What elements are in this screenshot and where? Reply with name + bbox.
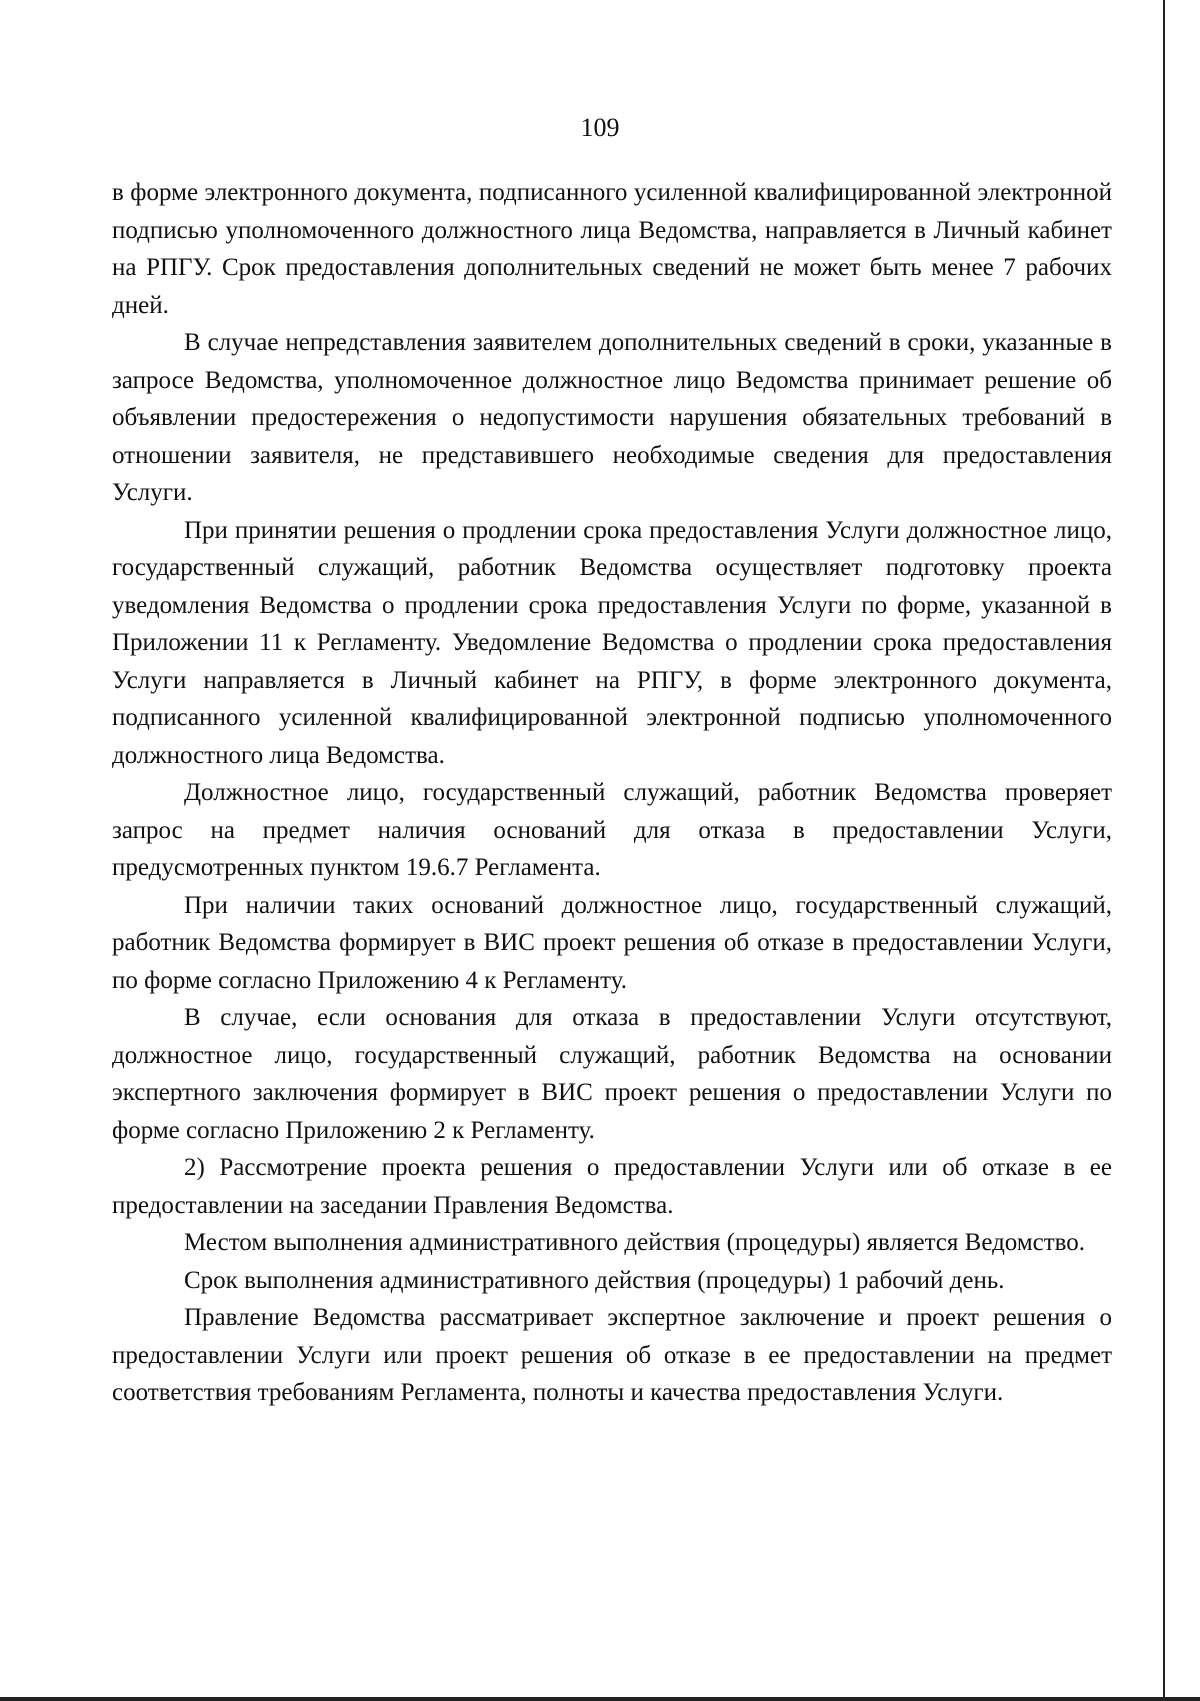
document-body xyxy=(112,174,1112,1412)
paragraph-board-review: Правление Ведомства рассматривает экспертное заключение и проект решения о предоставлении Услуги или проект решения об отказе в ее предоставлении на предмет соответствия требованиям Регламента, полноты и качества предоставления Услуги. xyxy=(112,1304,1112,1406)
paragraph-refusal-grounds: При наличии таких оснований должностное лицо, государственный служащий, работник Ведомства формирует в ВИС проект решения об отказе в предоставлении Услуги, по форме согласно Приложению 4 к Регламенту. xyxy=(112,891,1112,994)
paragraph-continuation: в форме электронного документа, подписанного усиленной квалифицированной электронной подписью уполномоченного должностного лица Ведомства, направляется в Личный кабинет на РПГУ. Срок предоставления дополнительных сведений не может быть менее 7 рабочих дней. xyxy=(112,179,1112,319)
paragraph-check-request: Должностное лицо, государственный служащий, работник Ведомства проверяет запрос на предмет наличия оснований для отказа в предоставлении Услуги, предусмотренных пунктом 19.6.7 Регламента. xyxy=(112,779,1112,881)
page-bottom-edge xyxy=(0,1697,1200,1701)
paragraph-place: Местом выполнения административного действия (процедуры) является Ведомство. xyxy=(184,1229,1086,1256)
page-number: 109 xyxy=(580,113,620,142)
page-edge-line xyxy=(1163,0,1165,1701)
paragraph-term: Срок выполнения административного действия (процедуры) 1 рабочий день. xyxy=(184,1266,1005,1294)
paragraph-step-2: 2) Рассмотрение проекта решения о предоставлении Услуги или об отказе в ее предоставлении на заседании Правления Ведомства. xyxy=(112,1154,1112,1219)
paragraph-extension: При принятии решения о продлении срока предоставления Услуги должностное лицо, государственный служащий, работник Ведомства осуществляет подготовку проекта уведомления Ведомства о продлении срока предоставления Услуги по форме, указанной в Приложении 11 к Регламенту. Уведомление Ведомства о продлении срока предоставления Услуги направляется в Личный кабинет на РПГУ, в форме электронного документа, подписанного усиленной квалифицированной электронной подписью уполномоченного должностного лица Ведомства. xyxy=(112,516,1112,769)
paragraph-no-grounds: В случае, если основания для отказа в предоставлении Услуги отсутствуют, должностное лицо, государственный служащий, работник Ведомства на основании экспертного заключения формирует в ВИС проект решения о предоставлении Услуги по форме согласно Приложению 2 к Регламенту. xyxy=(112,1004,1112,1144)
paragraph-nonsubmission: В случае непредставления заявителем дополнительных сведений в сроки, указанные в запросе Ведомства, уполномоченное должностное лицо Ведомства принимает решение об объявлении предостережения о недопустимости нарушения обязательных требований в отношении заявителя, не представившего необходимые сведения для предоставления Услуги. xyxy=(112,329,1112,506)
